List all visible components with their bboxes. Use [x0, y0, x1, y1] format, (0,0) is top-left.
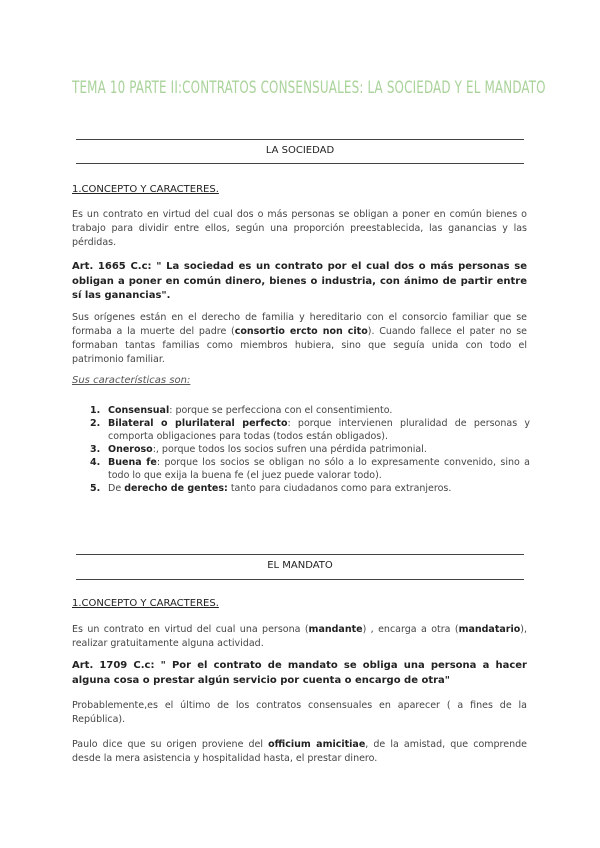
article-ref: Art. 1709 C.c: [72, 660, 155, 671]
section-heading-mandato: EL MANDATO [267, 560, 333, 571]
characteristics-label: Sus características son: [72, 375, 191, 386]
list-item [90, 456, 530, 482]
paragraph-paulo [72, 738, 527, 766]
item-term: derecho de gentes: [124, 483, 228, 494]
article-text: " La sociedad es un contrato por el cual dos o más personas se obligan a poner en común dinero, bienes o industria, con ánimo de partir entre sí las ganancias". [72, 261, 528, 301]
item-term: Oneroso [108, 444, 153, 455]
characteristics-list [90, 404, 530, 495]
item-text: : porque se perfecciona con el consentimiento. [169, 405, 393, 416]
bold-term: mandatario [458, 624, 521, 635]
article-ref: Art. 1665 C.c: [72, 261, 152, 272]
item-text: :, porque todos los socios sufren una pérdida patrimonial. [152, 444, 427, 455]
item-text: tanto para ciudadanos como para extranjeros. [227, 483, 452, 494]
subheading-concepto: 1.CONCEPTO Y CARACTERES. [72, 184, 219, 195]
paragraph-origins [72, 311, 527, 367]
item-term: Consensual [108, 405, 170, 416]
article-1665 [72, 260, 527, 304]
item-number: 4. [90, 457, 101, 468]
item-number: 1. [90, 405, 101, 416]
divider [76, 579, 524, 580]
bold-term: officium amicitiae [268, 739, 366, 750]
subheading-concepto: 1.CONCEPTO Y CARACTERES. [72, 598, 219, 609]
paragraph-definition [72, 623, 527, 651]
item-number: 3. [90, 444, 101, 455]
bold-term: mandante [308, 624, 363, 635]
item-number: 2. [90, 418, 101, 429]
divider [76, 554, 524, 555]
paragraph-definition: Es un contrato en virtud del cual dos o más personas se obligan a poner en común bienes o trabajo para dividir entre ellos, según una proporción preestablecida, las ganancias y las pérdidas. [72, 209, 527, 248]
item-prefix: De [108, 483, 125, 494]
bold-term: consortio ercto non cito [234, 326, 368, 337]
section-heading-sociedad: LA SOCIEDAD [265, 145, 335, 156]
paragraph-history: Probablemente,es el último de los contratos consensuales en aparecer ( a fines de la República). [72, 700, 527, 725]
text-run: , de la amistad, que comprende desde la mera asistencia y hospitalidad hasta, el prestar dinero. [72, 739, 527, 764]
text-run: ). Cuando fallece el pater no se formaban tantas familias como miembros hubiera, sino que seguía unida con todo el patrimonio familiar. [72, 326, 527, 365]
list-item [90, 404, 530, 417]
list-item [90, 443, 530, 456]
item-term: Buena fe [108, 457, 157, 468]
article-text: " Por el contrato de mandato se obliga una persona a hacer alguna cosa o prestar algún servicio por cuenta o encargo de otra" [72, 660, 527, 686]
list-item [90, 417, 530, 443]
item-text: : porque intervienen pluralidad de personas y comporta obligaciones para todas (todos están obligados). [108, 418, 530, 442]
text-run: ) , encarga a otra ( [362, 624, 459, 635]
text-run: Es un contrato en virtud del cual una persona ( [72, 624, 309, 635]
divider [76, 163, 524, 164]
text-run: Sus orígenes están en el derecho de familia y hereditario con el consorcio familiar que se formaba a la muerte del padre ( [72, 312, 527, 337]
page-title: TEMA 10 PARTE II:CONTRATOS CONSENSUALES: LA SOCIEDAD Y EL MANDATO [72, 78, 546, 98]
item-number: 5. [90, 483, 101, 494]
article-1709 [72, 659, 527, 688]
list-item [90, 482, 530, 495]
text-run: Paulo dice que su origen proviene del [72, 739, 269, 750]
item-term: Bilateral o plurilateral perfecto [108, 418, 288, 429]
text-run: ), realizar gratuitamente alguna actividad. [72, 624, 528, 649]
divider [76, 139, 524, 140]
item-text: : porque los socios se obligan no sólo a lo expresamente convenido, sino a todo lo que exija la buena fe (el juez puede valorar todo). [108, 457, 530, 481]
